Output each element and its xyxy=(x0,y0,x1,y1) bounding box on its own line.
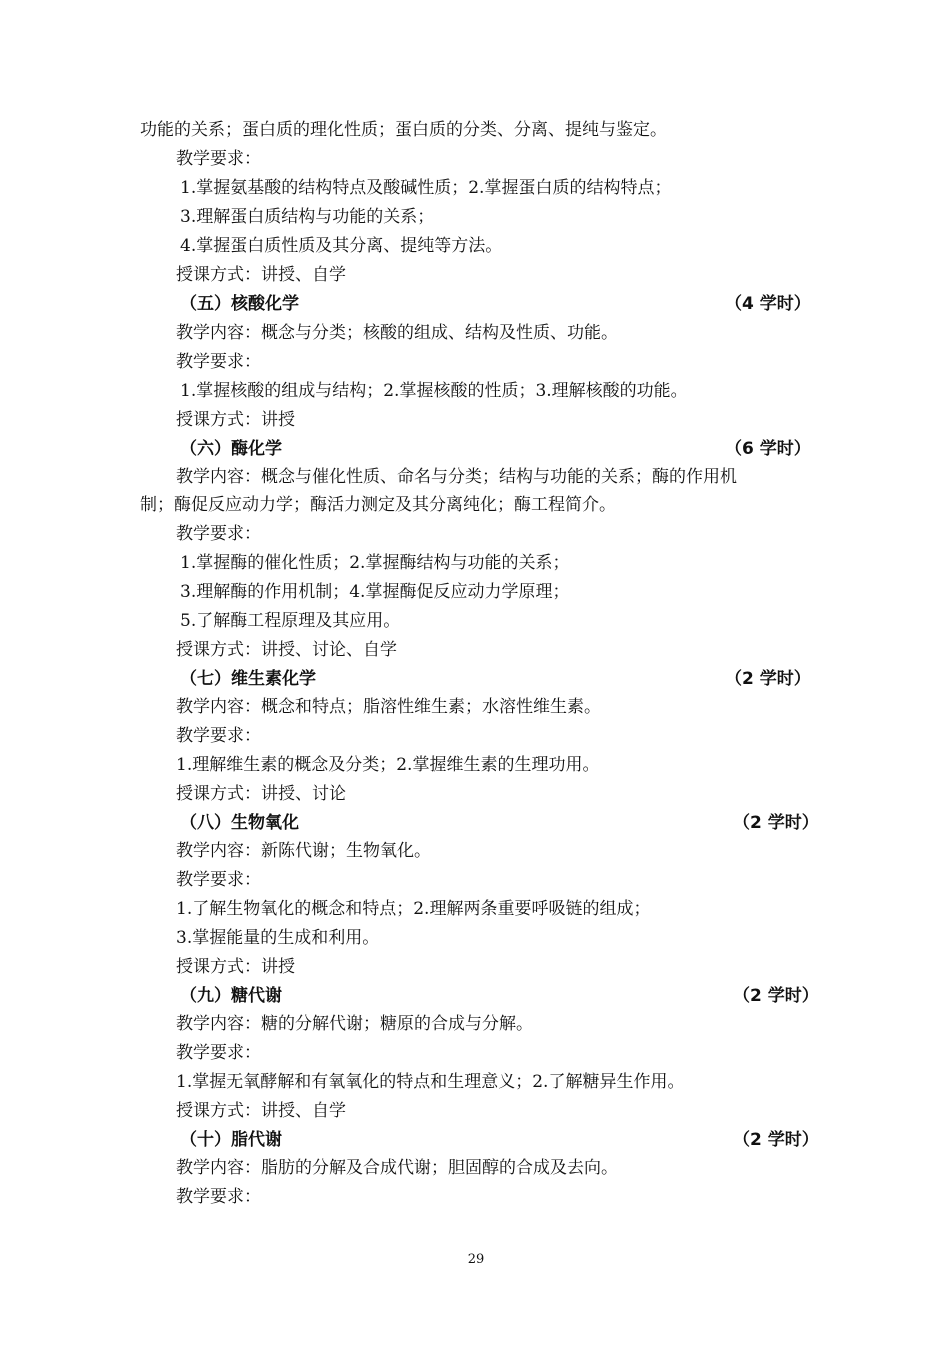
teaching-content-line: 制；酶促反应动力学；酶活力测定及其分离纯化；酶工程简介。 xyxy=(140,495,616,515)
paragraph-line: 功能的关系；蛋白质的理化性质；蛋白质的分类、分离、提纯与鉴定。 xyxy=(140,120,667,140)
requirement-line: 1.理解维生素的概念及分类；2.掌握维生素的生理功用。 xyxy=(176,755,600,775)
teaching-requirements-label: 教学要求： xyxy=(176,726,261,746)
teaching-content-line: 教学内容：脂肪的分解及合成代谢；胆固醇的合成及去向。 xyxy=(176,1158,618,1178)
requirement-line: 3.理解蛋白质结构与功能的关系； xyxy=(180,207,435,227)
teaching-requirements-label: 教学要求： xyxy=(176,1187,261,1207)
page-number: 29 xyxy=(467,1252,485,1267)
teaching-requirements-label: 教学要求： xyxy=(176,870,261,890)
teaching-content-line: 教学内容：新陈代谢；生物氧化。 xyxy=(176,841,431,861)
section-title: （七）维生素化学 xyxy=(180,669,316,689)
teaching-method-line: 授课方式：讲授、自学 xyxy=(176,1101,346,1121)
section-hours: （2 学时） xyxy=(733,986,819,1006)
teaching-content-line: 教学内容：糖的分解代谢；糖原的合成与分解。 xyxy=(176,1014,533,1034)
section-title: （十）脂代谢 xyxy=(180,1130,282,1150)
teaching-method-line: 授课方式：讲授 xyxy=(176,957,295,977)
requirement-line: 4.掌握蛋白质性质及其分离、提纯等方法。 xyxy=(180,236,503,256)
requirement-line: 5.了解酶工程原理及其应用。 xyxy=(180,611,401,631)
section-hours: （6 学时） xyxy=(725,439,811,459)
requirement-line: 1.掌握核酸的组成与结构；2.掌握核酸的性质；3.理解核酸的功能。 xyxy=(180,381,688,401)
section-title: （八）生物氧化 xyxy=(180,813,299,833)
section-title: （六）酶化学 xyxy=(180,439,282,459)
requirement-line: 3.理解酶的作用机制；4.掌握酶促反应动力学原理； xyxy=(180,582,570,602)
section-title: （九）糖代谢 xyxy=(180,986,282,1006)
requirement-line: 1.了解生物氧化的概念和特点；2.理解两条重要呼吸链的组成； xyxy=(176,899,651,919)
teaching-method-line: 授课方式：讲授 xyxy=(176,410,295,430)
teaching-content-line: 教学内容：概念与催化性质、命名与分类；结构与功能的关系；酶的作用机 xyxy=(176,467,737,487)
requirement-line: 1.掌握酶的催化性质；2.掌握酶结构与功能的关系； xyxy=(180,553,570,573)
requirement-line: 1.掌握无氧酵解和有氧氧化的特点和生理意义；2.了解糖异生作用。 xyxy=(176,1072,685,1092)
teaching-requirements-label: 教学要求： xyxy=(176,352,261,372)
teaching-requirements-label: 教学要求： xyxy=(176,1043,261,1063)
teaching-method-line: 授课方式：讲授、讨论、自学 xyxy=(176,640,397,660)
section-hours: （2 学时） xyxy=(733,813,819,833)
requirement-line: 1.掌握氨基酸的结构特点及酸碱性质；2.掌握蛋白质的结构特点； xyxy=(180,178,672,198)
teaching-content-line: 教学内容：概念与分类；核酸的组成、结构及性质、功能。 xyxy=(176,323,618,343)
section-hours: （2 学时） xyxy=(733,1130,819,1150)
section-hours: （4 学时） xyxy=(725,294,811,314)
requirement-line: 3.掌握能量的生成和利用。 xyxy=(176,928,380,948)
teaching-method-line: 授课方式：讲授、讨论 xyxy=(176,784,346,804)
teaching-method-line: 授课方式：讲授、自学 xyxy=(176,265,346,285)
teaching-requirements-label: 教学要求： xyxy=(176,524,261,544)
teaching-content-line: 教学内容：概念和特点；脂溶性维生素；水溶性维生素。 xyxy=(176,697,601,717)
teaching-requirements-label: 教学要求： xyxy=(176,149,261,169)
section-title: （五）核酸化学 xyxy=(180,294,299,314)
section-hours: （2 学时） xyxy=(725,669,811,689)
